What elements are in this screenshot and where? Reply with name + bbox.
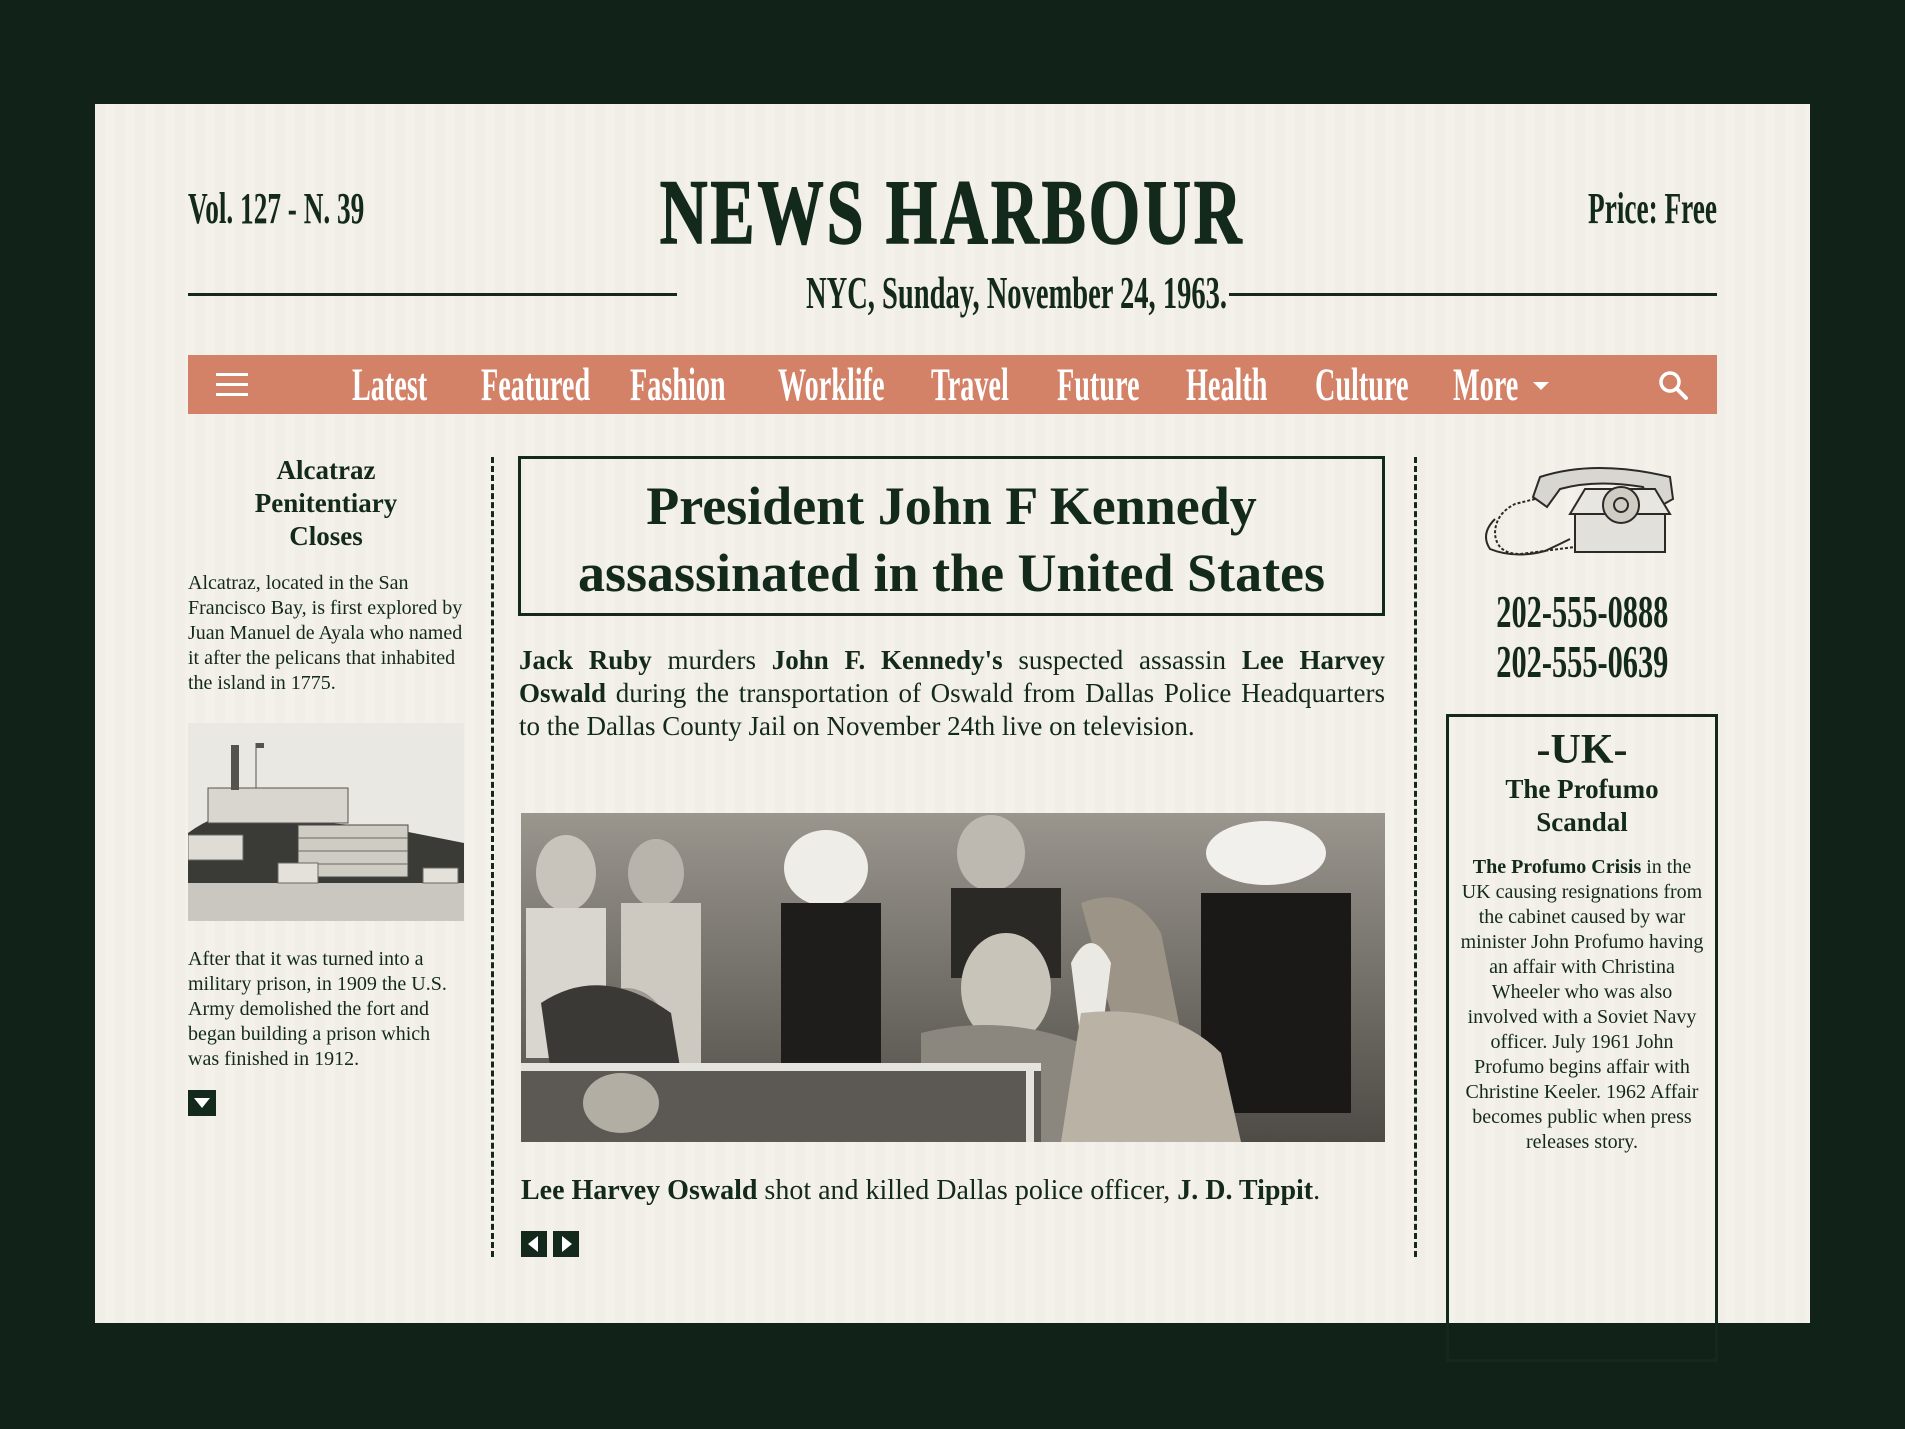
phone-number-2[interactable]: 202-555-0639 <box>1495 636 1669 687</box>
nav-item-fashion[interactable]: Fashion <box>630 359 726 411</box>
masthead-title: NEWS HARBOUR <box>660 161 1245 263</box>
nav-item-featured[interactable]: Featured <box>481 359 591 411</box>
nav-item-health[interactable]: Health <box>1186 359 1268 411</box>
alcatraz-photo <box>188 723 464 921</box>
lede-text: murders <box>651 645 772 675</box>
main-headline-box <box>518 456 1385 616</box>
lede-name-kennedy: John F. Kennedy's <box>771 645 1003 675</box>
motorcade-photo <box>521 813 1385 1142</box>
nav-item-worklife[interactable]: Worklife <box>778 359 885 411</box>
uk-news-box <box>1446 714 1718 1362</box>
masthead-rule-left <box>188 293 677 296</box>
expand-down-button[interactable] <box>188 1090 216 1116</box>
caption-name-oswald: Lee Harvey Oswald <box>521 1175 758 1206</box>
rotary-telephone-icon <box>1475 459 1685 569</box>
caption-text: . <box>1313 1175 1321 1206</box>
nav-item-future[interactable]: Future <box>1057 359 1140 411</box>
profumo-bold-lead: The Profumo Crisis <box>1472 856 1642 878</box>
dateline: NYC, Sunday, November 24, 1963. <box>806 267 1227 318</box>
profumo-headline: The Profumo Scandal <box>1505 774 1659 837</box>
nav-bar <box>188 355 1717 414</box>
masthead-rule-right <box>1229 293 1717 296</box>
profumo-body <box>1459 855 1705 1155</box>
caret-right-icon[interactable] <box>553 1231 579 1257</box>
nav-item-more[interactable]: More <box>1453 359 1519 411</box>
caption-text: shot and killed Dallas police officer, <box>757 1175 1178 1206</box>
alcatraz-para-1: Alcatraz, located in the San Francisco Bay, is first explored by Juan Manuel de Ayala who named it after the pelicans that inhabited the island in 1775. <box>188 572 463 694</box>
alcatraz-image <box>188 723 464 921</box>
main-lede <box>519 644 1385 743</box>
volume-number: Vol. 127 - N. 39 <box>188 184 365 233</box>
caret-left-icon[interactable] <box>521 1231 547 1257</box>
column-divider-right <box>1414 457 1417 1257</box>
lede-name-oswald: Lee Harvey Oswald <box>519 645 1386 708</box>
price-label: Price: Free <box>1588 184 1717 233</box>
lede-text: during the transportation of Oswald from Dallas Police Headquarters to the Dallas County Jail on November 24th live on television. <box>519 678 1385 741</box>
uk-region-label: -UK- <box>1536 727 1628 773</box>
photo-carousel-controls <box>521 1231 579 1257</box>
alcatraz-para-2: After that it was turned into a military prison, in 1909 the U.S. Army demolished the fort and began building a prison which was finished in 1912. <box>188 948 447 1070</box>
photo-caption <box>521 1174 1391 1208</box>
lede-name-ruby: Jack Ruby <box>519 645 652 675</box>
nav-item-travel[interactable]: Travel <box>931 359 1009 411</box>
lede-text: suspected assassin <box>1002 645 1242 675</box>
profumo-text: in the UK causing resignations from the cabinet caused by war minister John Profumo having an affair with Christina Wheeler who was also involved with a Soviet Navy officer. July 1961 John Profumo begins affair with Christine Keeler. 1962 Affair becomes public when press releases story. <box>1460 856 1704 1153</box>
masthead-title-wrap <box>95 161 1810 263</box>
column-divider-left <box>491 457 494 1257</box>
phone-number-1[interactable]: 202-555-0888 <box>1495 586 1669 637</box>
motorcade-image <box>521 813 1385 1142</box>
phone-numbers <box>1446 587 1718 687</box>
left-column <box>188 454 464 1116</box>
nav-item-latest[interactable]: Latest <box>352 359 428 411</box>
newspaper-page <box>95 104 1810 1323</box>
dateline-wrap <box>677 267 1229 318</box>
main-headline: President John F Kennedy assassinated in the United States <box>577 476 1326 603</box>
search-icon[interactable] <box>1657 369 1689 401</box>
caption-name-tippit: J. D. Tippit <box>1177 1175 1314 1206</box>
caret-down-icon[interactable] <box>1533 382 1549 390</box>
nav-item-culture[interactable]: Culture <box>1315 359 1409 411</box>
alcatraz-headline: Alcatraz Penitentiary Closes <box>254 455 398 551</box>
